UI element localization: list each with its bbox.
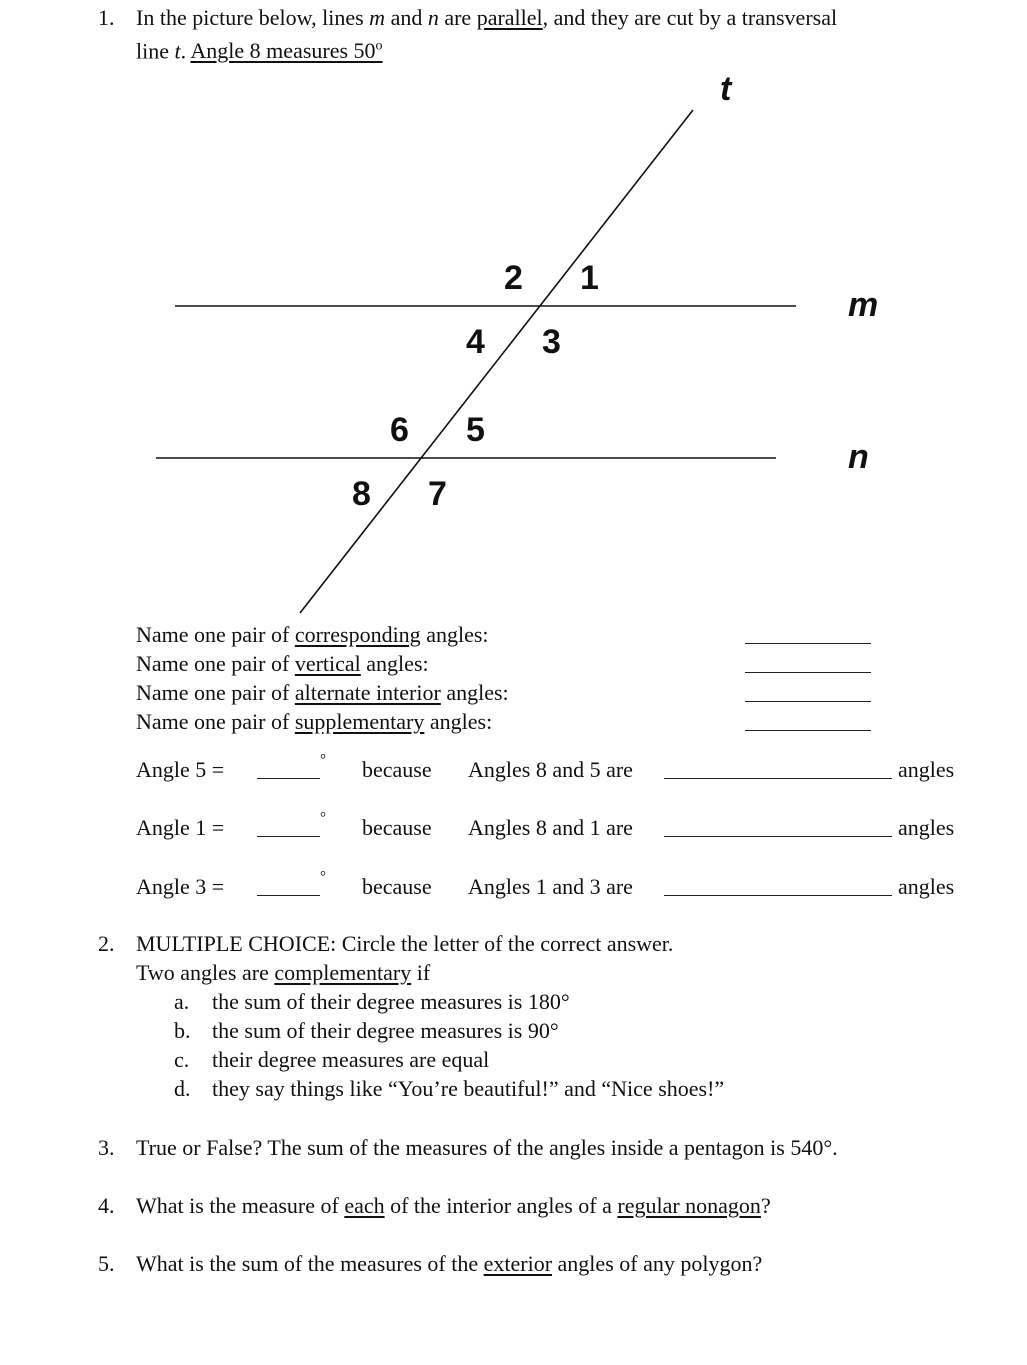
angle-label-6: 6 <box>390 411 409 449</box>
angle3-relation-blank[interactable] <box>664 895 892 896</box>
q2-stem <box>136 958 430 987</box>
degree-symbol: o <box>375 39 383 54</box>
pair-prompt-alternate-interior <box>136 678 509 707</box>
q5-text-part: What is the sum of the measures of the <box>136 1251 484 1276</box>
q2-stem-text: if <box>411 960 431 985</box>
label-m: m <box>848 286 879 324</box>
angle-label-8: 8 <box>352 475 371 513</box>
q1-intro-var-m: m <box>369 5 386 30</box>
angle3-reason: Angles 1 and 3 are <box>468 874 633 899</box>
term-each: each <box>344 1193 385 1218</box>
angle-label-3: 3 <box>542 323 561 361</box>
angle1-reason: Angles 8 and 1 are <box>468 815 633 840</box>
angle1-relation-blank[interactable] <box>664 836 892 837</box>
angle5-because: because <box>362 757 432 782</box>
angle5-value-blank[interactable] <box>257 778 320 779</box>
q5-text-part: angles of any polygon? <box>552 1251 763 1276</box>
pair-prompt-text: angles: <box>440 680 509 705</box>
q1-intro-text: In the picture below, lines <box>136 5 370 30</box>
pair-prompt-text: angles: <box>420 622 489 647</box>
pair-prompt-text: Name one pair of <box>136 651 295 676</box>
term-alternate-interior: alternate interior <box>294 680 441 705</box>
pair-prompt-text: Name one pair of <box>136 709 295 734</box>
q4-text-part: of the interior angles of a <box>384 1193 618 1218</box>
q4-number: 4. <box>98 1193 115 1218</box>
q4-text-part: What is the measure of <box>136 1193 345 1218</box>
term-supplementary: supplementary <box>294 709 425 734</box>
q1-intro-var-t: t <box>174 38 181 64</box>
q2-number: 2. <box>98 931 115 956</box>
q2-title: MULTIPLE CHOICE: Circle the letter of the correct answer. <box>136 931 674 956</box>
term-complementary: complementary <box>274 960 412 985</box>
term-regular-nonagon: regular nonagon <box>617 1193 761 1218</box>
q4-text <box>136 1191 771 1220</box>
q1-intro-text: line <box>136 38 175 64</box>
q1-intro-text: . <box>180 38 191 64</box>
pair-prompt-text: Name one pair of <box>136 680 295 705</box>
q1-number: 1. <box>98 5 115 30</box>
q1-intro-text: and <box>385 5 428 30</box>
answer-blank-corresponding[interactable] <box>745 643 871 644</box>
angle-label-4: 4 <box>466 323 485 361</box>
q3-number: 3. <box>98 1135 115 1160</box>
q3-text: True or False? The sum of the measures of the angles inside a pentagon is 540°. <box>136 1135 838 1160</box>
answer-blank-supplementary[interactable] <box>745 730 871 731</box>
angle-label-7: 7 <box>428 475 447 513</box>
term-exterior: exterior <box>483 1251 553 1276</box>
pair-prompt-text: angles: <box>360 651 429 676</box>
q1-intro-text: , and they are cut by a transversal <box>542 5 838 30</box>
term-vertical: vertical <box>294 651 361 676</box>
pair-prompt-corresponding <box>136 620 489 649</box>
label-n: n <box>848 438 869 476</box>
q2-option-a-text: the sum of their degree measures is 180° <box>212 989 570 1014</box>
angle3-because: because <box>362 874 432 899</box>
angle5-degree: ° <box>320 752 326 768</box>
angle5-relation-blank[interactable] <box>664 778 892 779</box>
q2-option-b-text: the sum of their degree measures is 90° <box>212 1018 559 1043</box>
pair-prompt-text: angles: <box>424 709 493 734</box>
pair-prompt-vertical <box>136 649 429 678</box>
q5-text <box>136 1249 762 1278</box>
q2-option-c-text: their degree measures are equal <box>212 1047 490 1072</box>
q2-option-b-letter[interactable]: b. <box>174 1018 191 1043</box>
angle-label-2: 2 <box>504 259 523 297</box>
label-t: t <box>720 70 732 108</box>
angle3-label: Angle 3 = <box>136 874 225 899</box>
q1-intro-text: are <box>438 5 477 30</box>
q2-option-d-text: they say things like “You’re beautiful!” and “Nice shoes!” <box>212 1076 725 1101</box>
pair-prompt-supplementary <box>136 707 492 736</box>
angle1-because: because <box>362 815 432 840</box>
q1-intro-var-n: n <box>427 5 439 30</box>
transversal-t <box>300 110 693 613</box>
answer-blank-vertical[interactable] <box>745 672 871 673</box>
angle3-value-blank[interactable] <box>257 895 320 896</box>
q5-number: 5. <box>98 1251 115 1276</box>
angle3-degree: ° <box>320 869 326 885</box>
angle5-label: Angle 5 = <box>136 757 225 782</box>
angle1-degree: ° <box>320 810 326 826</box>
pair-prompt-text: Name one pair of <box>136 622 295 647</box>
angle3-tail: angles <box>898 874 955 899</box>
angle8-text: Angle 8 measures 50 <box>190 38 376 64</box>
angle1-tail: angles <box>898 815 955 840</box>
q4-text-part: ? <box>760 1193 771 1218</box>
term-corresponding: corresponding <box>294 622 421 647</box>
angle-label-1: 1 <box>580 259 599 297</box>
angle1-value-blank[interactable] <box>257 836 320 837</box>
term-parallel: parallel <box>476 5 543 30</box>
answer-blank-alternate-interior[interactable] <box>745 701 871 702</box>
q2-option-c-letter[interactable]: c. <box>174 1047 190 1072</box>
q2-stem-text: Two angles are <box>136 960 275 985</box>
angle5-tail: angles <box>898 757 955 782</box>
angle1-label: Angle 1 = <box>136 815 225 840</box>
angle-label-5: 5 <box>466 411 485 449</box>
angle5-reason: Angles 8 and 5 are <box>468 757 633 782</box>
q2-option-a-letter[interactable]: a. <box>174 989 190 1014</box>
q2-option-d-letter[interactable]: d. <box>174 1076 191 1101</box>
